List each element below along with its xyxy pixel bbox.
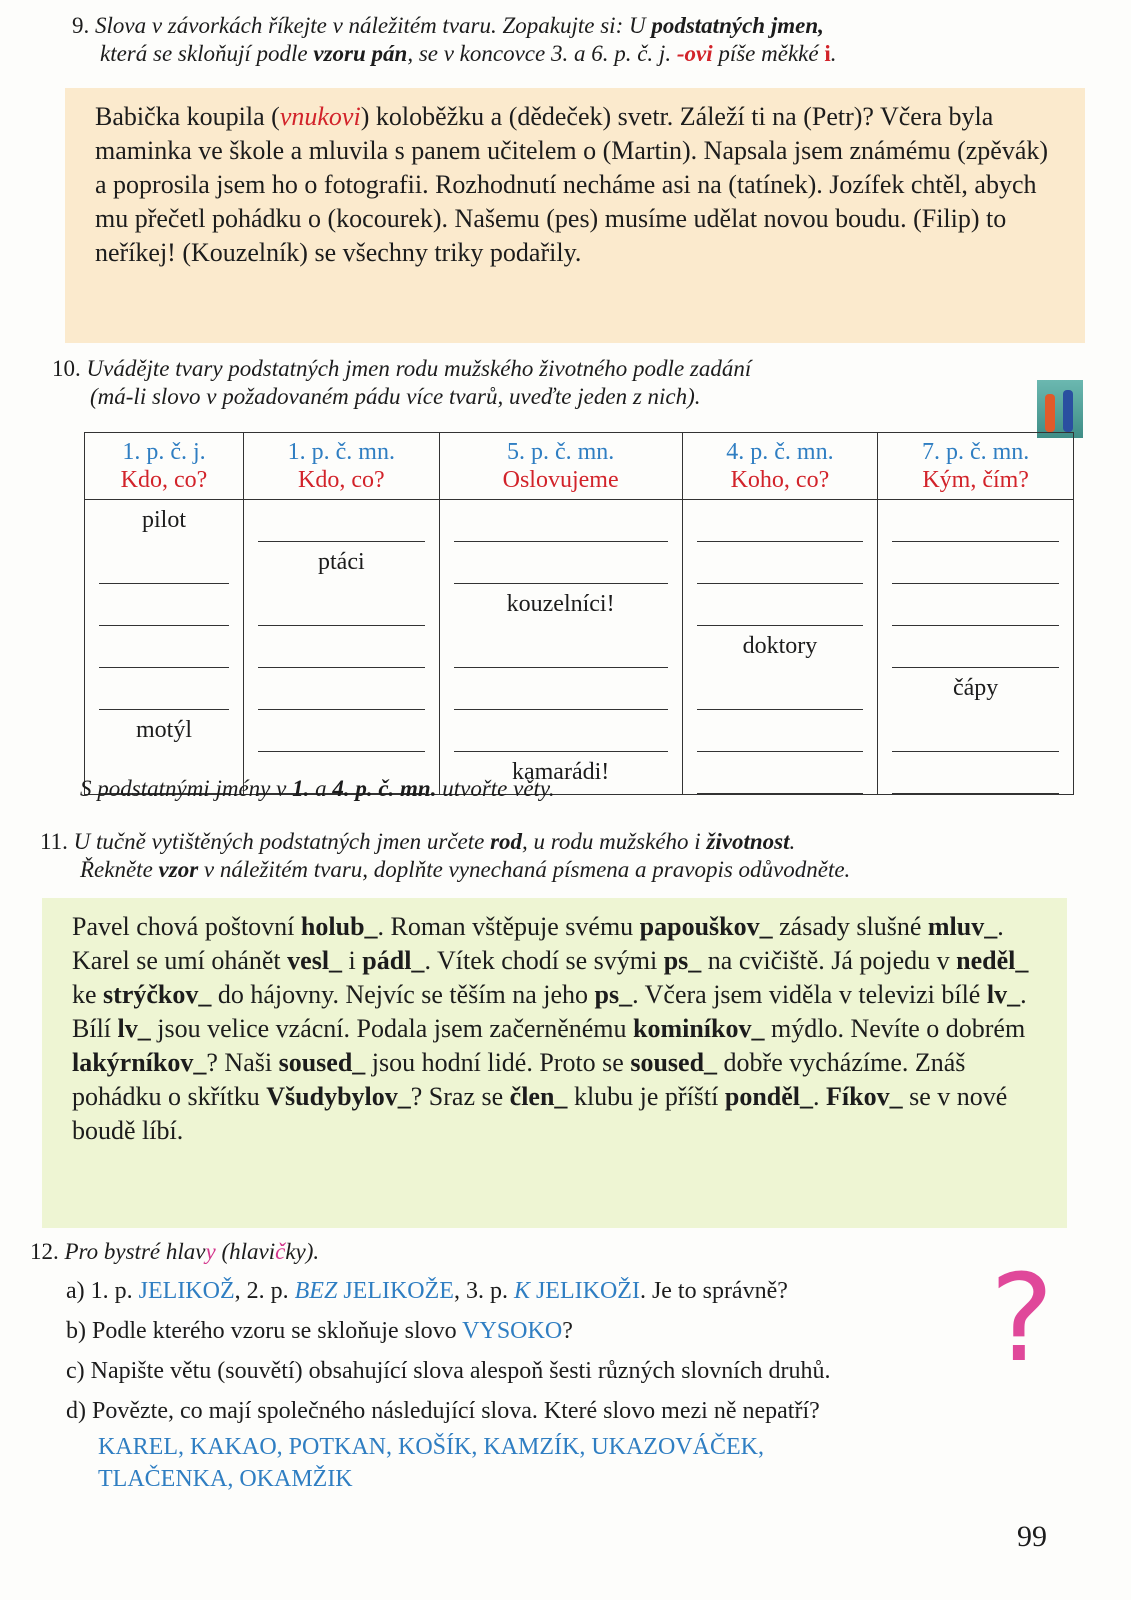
answer-blank[interactable] [99, 626, 229, 668]
answer-blank[interactable] [454, 542, 668, 584]
answer-blank[interactable] [697, 752, 864, 794]
question-d [66, 1396, 820, 1426]
text-part: jsou hodní lidé. Proto se [365, 1048, 631, 1077]
text-part: . Včera jsem viděla v televizi bílé [632, 980, 987, 1009]
item-label: c) [66, 1358, 85, 1384]
exercise-11-text-box [42, 898, 1067, 1228]
table-word: pilot [141, 507, 186, 533]
exercise-9-line2 [72, 40, 1082, 68]
instruction-bold: vzor [158, 857, 199, 882]
table-word: kamarádi! [511, 759, 610, 785]
instruction-text: . [830, 41, 837, 66]
noun-to-complete: neděl_ [956, 946, 1029, 975]
exercise-number: 10. [52, 356, 81, 381]
instruction-text: Uvádějte tvary podstatných jmen rodu mužského životného podle zadání [86, 356, 752, 381]
table-word: kouzelníci! [506, 591, 615, 617]
header-case: 1. p. č. j. [122, 439, 206, 465]
answer-blank[interactable] [697, 542, 864, 584]
table-column-cell [439, 500, 682, 795]
header-cell [439, 433, 682, 500]
question-c [66, 1356, 831, 1386]
exercise-number: 12. [30, 1239, 59, 1264]
answer-blank[interactable] [697, 584, 864, 626]
letter-highlight: i [824, 41, 831, 66]
exercise-9-text [95, 100, 1055, 270]
table-column-cell [682, 500, 878, 795]
exercise-9-instructions [72, 12, 1082, 68]
exercise-11-line2 [40, 856, 1090, 884]
item-label: b) [66, 1318, 86, 1344]
text-part: ? Sraz se [410, 1082, 510, 1111]
text-part: ) koloběžku a (dědeček) svetr. Záleží ti na (Petr)? Včera byla maminka ve škole a mluvila s panem učitelem o (Martin). Napsala jsem známému (zpěvák) a poprosila jsem ho o fotografii. Rozhodnutí necháme asi na (tatínek). Jozífek chtěl, abych mu přečetl pohádku o (kocourek). Našemu (pes) musíme udělat novou boudu. (Filip) to neříkej! (Kouzelník) se všechny triky podařily. [95, 102, 1049, 267]
item-text: Podle kterého vzoru se skloňuje slovo [92, 1318, 463, 1344]
text-part: se v nové boudě líbí. [72, 1082, 1008, 1145]
header-cell [243, 433, 439, 500]
text-part: zásady slušné [772, 912, 928, 941]
text-part: . Karel se umí ohánět [72, 912, 1004, 975]
note-bold: 1. [292, 776, 310, 801]
header-question: Oslovujeme [502, 467, 619, 493]
answer-blank[interactable] [892, 542, 1059, 584]
text-part: . Vítek chodí se svými [424, 946, 664, 975]
instruction-text: píše měkké [712, 41, 825, 66]
exercise-10-note [80, 776, 555, 802]
exercise-11-instructions [40, 828, 1090, 884]
noun-to-complete: soused_ [278, 1048, 366, 1077]
item-text: , 2. p. [234, 1278, 295, 1304]
instruction-text: , se v koncovce 3. a 6. p. č. j. [407, 41, 677, 66]
text-part: do hájovny. Nejvíc se těším na jeho [211, 980, 595, 1009]
text-part: na cvičiště. Já pojedu v [701, 946, 957, 975]
instruction-text: Řekněte [80, 857, 159, 882]
header-question: Kdo, co? [298, 467, 385, 493]
exercise-11-text [72, 910, 1037, 1148]
noun-to-complete: člen_ [509, 1082, 568, 1111]
answer-blank[interactable] [258, 500, 425, 542]
word-blue: JELIKOŽ [138, 1278, 235, 1304]
instruction-bold: vzoru pán [313, 41, 408, 66]
exercise-12-title [30, 1238, 319, 1266]
exercise-11-line1 [40, 828, 1090, 856]
title-highlight: y [205, 1239, 216, 1264]
text-part: Pavel chová poštovní [72, 912, 301, 941]
item-text: Napište větu (souvětí) obsahující slova alespoň šesti různých slovních druhů. [90, 1358, 831, 1384]
word-blue: K [513, 1278, 530, 1304]
table-word: motýl [135, 717, 192, 743]
note-bold: 4. p. č. mn. [332, 776, 437, 801]
table-word: ptáci [318, 549, 365, 575]
answer-blank[interactable] [454, 668, 668, 710]
question-a [66, 1276, 788, 1306]
header-case: 4. p. č. mn. [726, 439, 834, 465]
title-text: ky). [285, 1239, 320, 1264]
noun-to-complete: soused_ [630, 1048, 718, 1077]
answer-blank[interactable] [258, 668, 425, 710]
exercise-number: 9. [72, 13, 90, 38]
noun-to-complete: ps_ [594, 980, 633, 1009]
text-part: . Roman vštěpuje svému [377, 912, 640, 941]
instruction-bold: životnost [706, 829, 790, 854]
word-list-line2: TLAČENKA, OKAMŽIK [98, 1466, 353, 1492]
exercise-10-line2: (má-li slovo v požadovaném pádu více tvarů, uveďte jeden z nich). [90, 384, 701, 409]
table-word: doktory [742, 633, 818, 659]
text-part: ? Naši [206, 1048, 279, 1077]
item-text: , 3. p. [453, 1278, 514, 1304]
word-blue: BEZ [294, 1278, 338, 1304]
item-text: Povězte, co mají společného následující slova. Které slovo mezi ně nepatří? [92, 1398, 820, 1424]
answer-blank[interactable] [454, 500, 668, 542]
text-part: dobře vycházíme. Znáš pohádku o skřítku [72, 1048, 966, 1111]
answer-blank[interactable] [258, 710, 425, 752]
header-cell [85, 433, 244, 500]
noun-to-complete: Fíkov_ [826, 1082, 903, 1111]
text-part: i [342, 946, 363, 975]
noun-to-complete: ps_ [663, 946, 702, 975]
noun-to-complete: lv_ [986, 980, 1021, 1009]
answer-blank[interactable] [892, 752, 1059, 794]
exercise-10-line1 [52, 355, 1042, 383]
noun-to-complete: lakýrníkov_ [72, 1048, 207, 1077]
item-label: d) [66, 1398, 86, 1424]
title-text: (hlavi [215, 1239, 276, 1264]
answer-blank[interactable] [454, 626, 668, 668]
answer-blank[interactable] [258, 584, 425, 626]
answer-blank[interactable] [697, 500, 864, 542]
header-question: Koho, co? [730, 467, 830, 493]
instruction-text: . [789, 829, 796, 854]
noun-to-complete: mluv_ [927, 912, 998, 941]
noun-to-complete: lv_ [117, 1014, 151, 1043]
text-part: . Bílí [72, 980, 1027, 1043]
answer-blank[interactable] [892, 584, 1059, 626]
answer-blank[interactable] [892, 626, 1059, 668]
note-text: utvořte věty. [436, 776, 555, 801]
table-column-cell [878, 500, 1074, 795]
noun-to-complete: vesl_ [287, 946, 343, 975]
header-question: Kdo, co? [120, 467, 208, 493]
answer-blank[interactable] [697, 710, 864, 752]
answer-blank[interactable] [454, 710, 668, 752]
instruction-text: Slova v závorkách říkejte v náležitém tvaru. Zopakujte si: U [95, 13, 652, 38]
table-body-row [85, 500, 1074, 795]
answer-blank[interactable] [99, 542, 229, 584]
text-part: . [813, 1082, 827, 1111]
text-part: ke [72, 980, 104, 1009]
word-list-line1: KAREL, KAKAO, POTKAN, KOŠÍK, KAMZÍK, UKAZOVÁČEK, [98, 1434, 764, 1460]
text-part: mýdlo. Nevíte o dobrém [764, 1014, 1026, 1043]
item-text: 1. p. [90, 1278, 139, 1304]
header-cell [878, 433, 1074, 500]
ending-highlight: -ovi [676, 41, 713, 66]
note-text: a [309, 776, 333, 801]
header-case: 1. p. č. mn. [287, 439, 395, 465]
instruction-text: , u rodu mužského i [522, 829, 707, 854]
instruction-text: v náležitém tvaru, doplňte vynechaná písmena a pravopis odůvodněte. [198, 857, 851, 882]
word-blue: VYSOKO [462, 1318, 563, 1344]
word-blue: JELIKOŽE [337, 1278, 454, 1304]
instruction-bold: podstatných jmen, [651, 13, 824, 38]
item-text: . Je to správně? [639, 1278, 788, 1304]
title-text: Pro bystré hlav [64, 1239, 206, 1264]
page-number: 99 [1017, 1520, 1047, 1553]
word-blue: JELIKOŽI [529, 1278, 640, 1304]
header-question: Kým, čím? [922, 467, 1029, 493]
example-word: vnukovi [279, 102, 361, 131]
answer-blank[interactable] [697, 668, 864, 710]
header-case: 7. p. č. mn. [921, 439, 1030, 465]
table-word: čápy [952, 675, 999, 701]
instruction-text: U tučně vytištěných podstatných jmen určete [73, 829, 491, 854]
text-part: klubu je příští [567, 1082, 725, 1111]
noun-to-complete: holub_ [300, 912, 378, 941]
item-text: ? [562, 1318, 573, 1344]
noun-to-complete: strýčkov_ [103, 980, 212, 1009]
text-part: jsou velice vzácní. Podala jsem začerněnému [150, 1014, 633, 1043]
exercise-9-text-box [65, 88, 1085, 343]
header-case: 5. p. č. mn. [506, 439, 615, 465]
answer-blank[interactable] [892, 500, 1059, 542]
title-highlight: č [275, 1239, 286, 1264]
answer-blank[interactable] [258, 626, 425, 668]
header-cell [682, 433, 878, 500]
note-text: S podstatnými jmény v [80, 776, 293, 801]
exercise-number: 11. [40, 829, 68, 854]
noun-to-complete: kominíkov_ [633, 1014, 765, 1043]
table-header-row [85, 433, 1074, 500]
noun-to-complete: Všudybylov_ [266, 1082, 411, 1111]
noun-to-complete: ponděl_ [724, 1082, 814, 1111]
exercise-9-line1 [72, 12, 1082, 40]
table-column-cell [243, 500, 439, 795]
text-part: Babička koupila ( [95, 102, 280, 131]
question-mark-icon: ? [990, 1250, 1054, 1389]
question-b [66, 1316, 573, 1346]
noun-to-complete: pádl_ [362, 946, 425, 975]
instruction-text: která se skloňují podle [100, 41, 314, 66]
instruction-bold: rod [490, 829, 523, 854]
answer-blank[interactable] [99, 584, 229, 626]
answer-blank[interactable] [892, 710, 1059, 752]
exercise-10-instructions [52, 355, 1042, 411]
item-label: a) [66, 1278, 85, 1304]
declension-table [84, 432, 1074, 795]
table-column-cell [85, 500, 244, 795]
answer-blank[interactable] [99, 668, 229, 710]
noun-to-complete: papouškov_ [639, 912, 773, 941]
children-photo [1037, 380, 1083, 438]
